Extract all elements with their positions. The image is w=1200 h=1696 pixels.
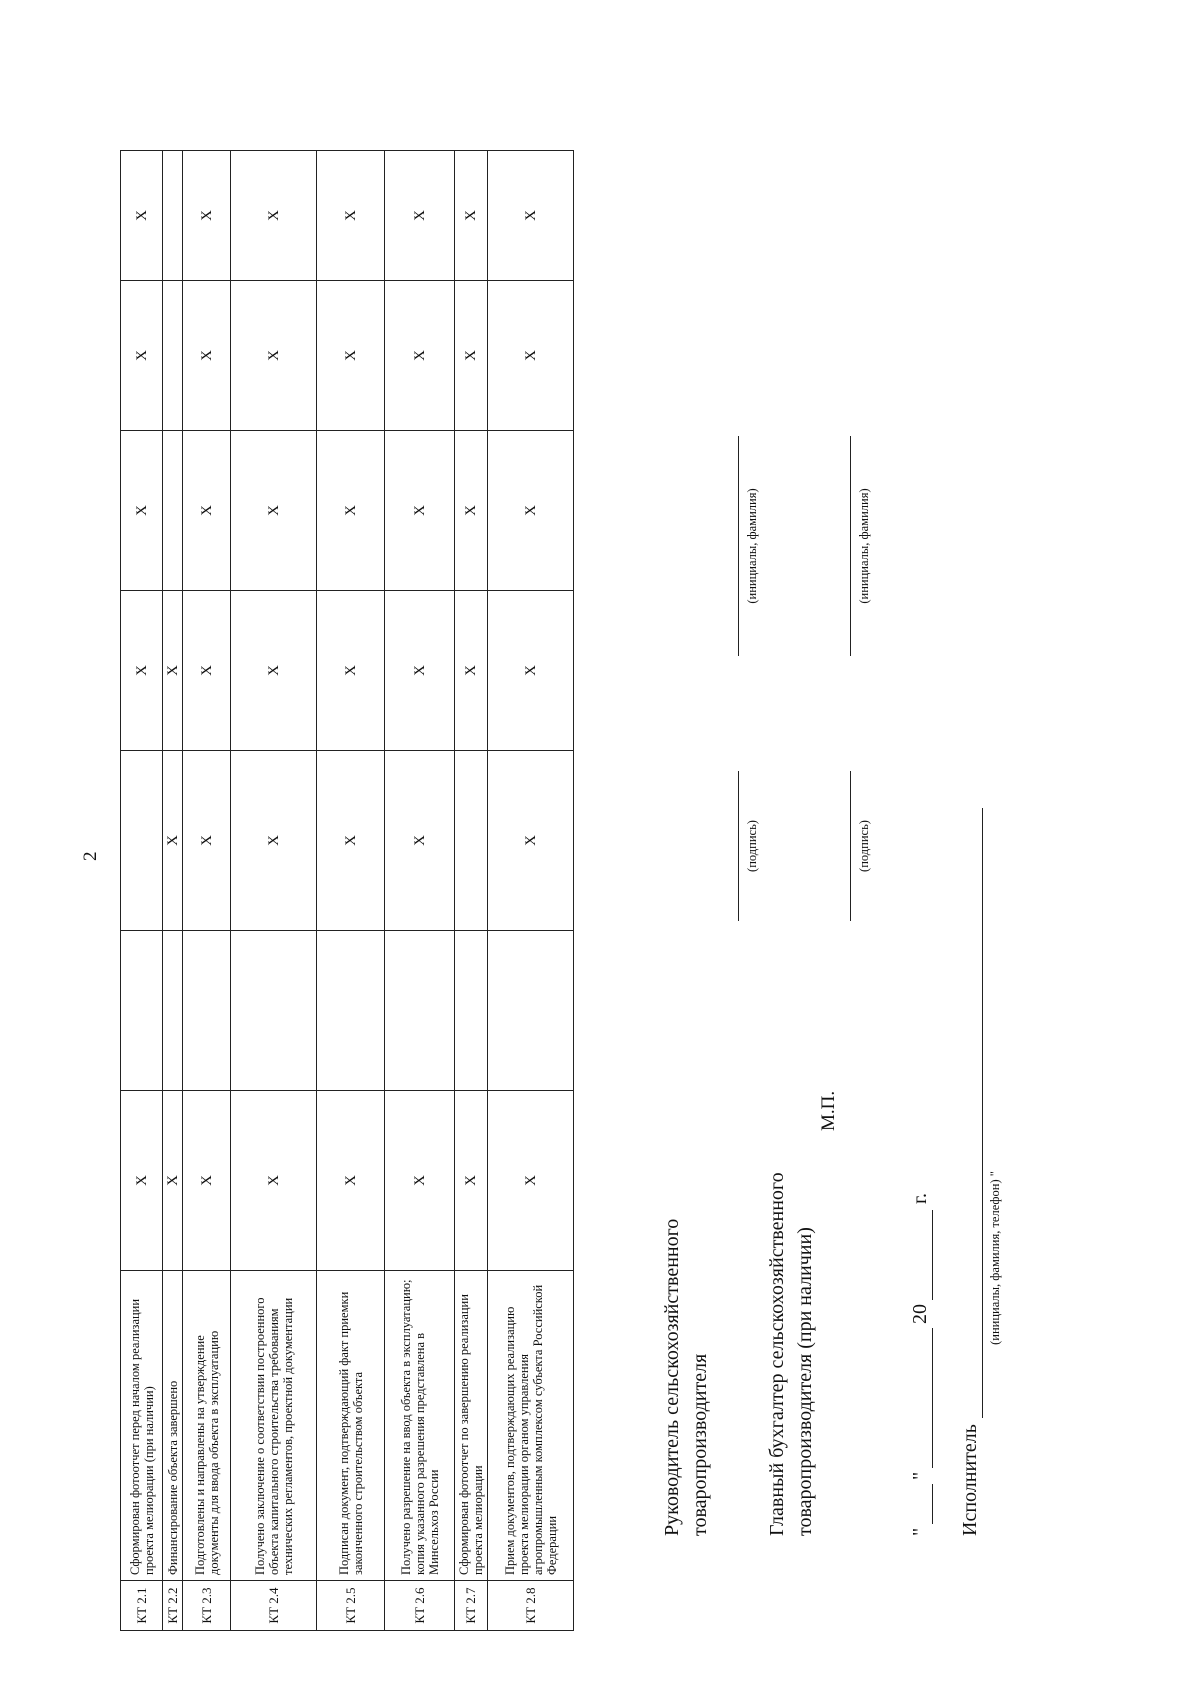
row-mark: Х <box>385 751 455 931</box>
row-mark: Х <box>455 1091 488 1271</box>
row-mark: Х <box>231 1091 317 1271</box>
row-mark: Х <box>317 591 385 751</box>
seal-label: М.П. <box>818 1090 839 1131</box>
row-mark: Х <box>488 591 574 751</box>
date-year-prefix: 20 <box>909 1304 931 1324</box>
date-year-line <box>932 1210 933 1300</box>
row-code: КТ 2.7 <box>455 1581 488 1631</box>
head-signature-caption: (подпись) <box>745 820 759 872</box>
row-mark: Х <box>231 281 317 431</box>
row-description: Получено разрешение на ввод объекта в эксплуатацию; копия указанного разрешения представлена в Минсельхоз России <box>385 1271 455 1581</box>
row-description: Финансирование объекта завершено <box>163 1271 183 1581</box>
row-description: Сформирован фотоотчет по завершению реализации проекта мелиорации <box>455 1271 488 1581</box>
head-signature-line <box>738 771 739 921</box>
table-row <box>121 151 163 1631</box>
row-mark: Х <box>183 151 231 281</box>
row-mark <box>231 931 317 1091</box>
row-mark: Х <box>121 1091 163 1271</box>
row-mark: Х <box>121 431 163 591</box>
row-code: КТ 2.5 <box>317 1581 385 1631</box>
row-mark: Х <box>163 751 183 931</box>
table-row <box>163 151 183 1631</box>
row-mark: Х <box>317 751 385 931</box>
row-mark: Х <box>317 1091 385 1271</box>
accountant-name-caption: (инициалы, фамилия) <box>857 488 871 604</box>
row-mark: Х <box>385 431 455 591</box>
row-mark: Х <box>455 431 488 591</box>
row-mark <box>163 431 183 591</box>
page-number: 2 <box>80 851 101 861</box>
row-mark: Х <box>488 751 574 931</box>
row-mark: Х <box>231 151 317 281</box>
table-row <box>317 151 385 1631</box>
row-mark: Х <box>121 281 163 431</box>
date-month-line <box>932 1328 933 1468</box>
row-code: КТ 2.2 <box>163 1581 183 1631</box>
row-mark <box>455 931 488 1091</box>
row-description: Получено заключение о соответствии построенного объекта капитального строительства требованиям технических регламентов, проектной документации <box>231 1271 317 1581</box>
table-row <box>183 151 231 1631</box>
row-description: Подготовлены и направлены на утверждение документы для ввода объекта в эксплуатацию <box>183 1271 231 1581</box>
row-description: Подписан документ, подтверждающий факт приемки законченного строительством объекта <box>317 1271 385 1581</box>
table-row <box>455 151 488 1631</box>
head-label-line-2: товаропроизводителя <box>689 1353 711 1536</box>
row-code: КТ 2.6 <box>385 1581 455 1631</box>
row-mark: Х <box>163 1091 183 1271</box>
row-description: Сформирован фотоотчет перед началом реализации проекта мелиорации (при наличии) <box>121 1271 163 1581</box>
table-row <box>231 151 317 1631</box>
date-open-quote: " <box>909 1527 931 1536</box>
row-mark: Х <box>488 1091 574 1271</box>
row-mark <box>385 931 455 1091</box>
row-mark: Х <box>163 591 183 751</box>
date-day-line <box>932 1484 933 1524</box>
row-mark <box>163 281 183 431</box>
row-mark <box>455 751 488 931</box>
row-mark: Х <box>183 1091 231 1271</box>
row-mark: Х <box>183 591 231 751</box>
row-mark: Х <box>455 591 488 751</box>
row-mark: Х <box>455 151 488 281</box>
row-mark <box>121 751 163 931</box>
row-mark: Х <box>317 431 385 591</box>
executor-label: Исполнитель <box>959 1424 981 1536</box>
row-mark: Х <box>231 431 317 591</box>
row-mark: Х <box>183 281 231 431</box>
row-mark: Х <box>121 591 163 751</box>
row-mark <box>488 931 574 1091</box>
row-code: КТ 2.3 <box>183 1581 231 1631</box>
row-mark: Х <box>231 751 317 931</box>
row-mark <box>183 931 231 1091</box>
head-label-line-1: Руководитель сельскохозяйственного <box>661 1218 683 1536</box>
executor-caption: (инициалы, фамилия, телефон) " <box>988 1171 1002 1345</box>
row-code: КТ 2.8 <box>488 1581 574 1631</box>
row-mark: Х <box>385 281 455 431</box>
table-body <box>121 151 574 1631</box>
row-mark: Х <box>488 431 574 591</box>
head-name-line <box>738 436 739 656</box>
accountant-signature-caption: (подпись) <box>857 820 871 872</box>
row-mark <box>163 931 183 1091</box>
row-mark: Х <box>385 151 455 281</box>
row-mark: Х <box>183 751 231 931</box>
row-mark <box>121 931 163 1091</box>
row-mark: Х <box>317 281 385 431</box>
row-mark: Х <box>231 591 317 751</box>
executor-line <box>982 808 983 1418</box>
row-mark: Х <box>317 151 385 281</box>
head-name-caption: (инициалы, фамилия) <box>745 488 759 604</box>
row-mark: Х <box>385 591 455 751</box>
accountant-label-line-2: товаропроизводителя (при наличии) <box>794 1227 816 1536</box>
row-description: Прием документов, подтверждающих реализацию проекта мелиорации органом управления агропромышленным комплексом субъекта Российской Федерации <box>488 1271 574 1581</box>
row-code: КТ 2.1 <box>121 1581 163 1631</box>
row-mark: Х <box>385 1091 455 1271</box>
row-code: КТ 2.4 <box>231 1581 317 1631</box>
row-mark: Х <box>488 281 574 431</box>
checkpoint-table <box>120 150 574 1631</box>
accountant-label-line-1: Главный бухгалтер сельскохозяйственного <box>766 1172 788 1536</box>
date-year-suffix: г. <box>909 1193 931 1204</box>
row-mark: Х <box>455 281 488 431</box>
row-mark <box>317 931 385 1091</box>
row-mark <box>163 151 183 281</box>
row-mark: Х <box>121 151 163 281</box>
table-row <box>385 151 455 1631</box>
table-row <box>488 151 574 1631</box>
accountant-name-line <box>850 436 851 656</box>
accountant-signature-line <box>850 771 851 921</box>
row-mark: Х <box>183 431 231 591</box>
row-mark: Х <box>488 151 574 281</box>
date-close-quote: " <box>909 1471 931 1480</box>
